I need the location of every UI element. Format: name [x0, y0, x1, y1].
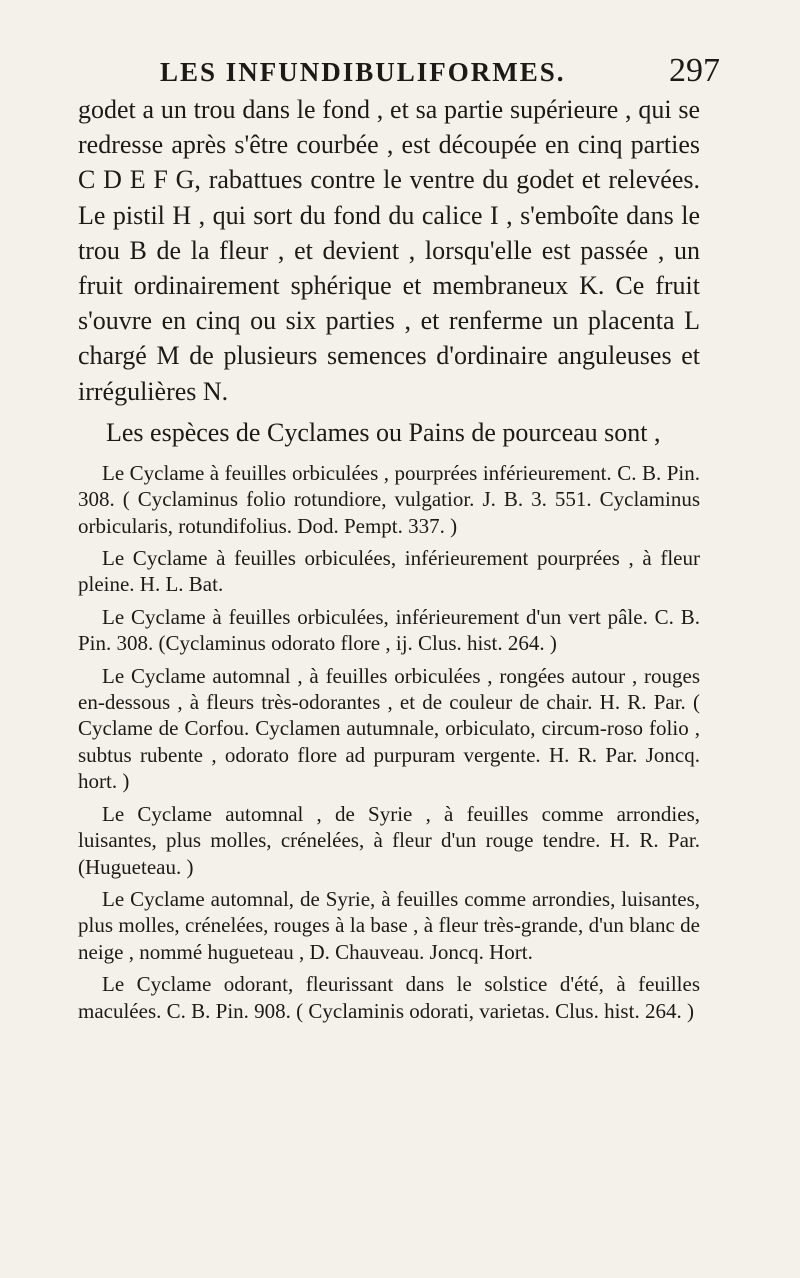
species-entry-3: Le Cyclame à feuilles orbiculées, inférieurement d'un vert pâle. C. B. Pin. 308. (Cyclaminus odorato flore , ij. Clus. hist. 264. ) [78, 604, 700, 656]
page-body [78, 92, 700, 1030]
intro-section [78, 92, 700, 409]
species-heading: Les espèces de Cyclames ou Pains de pourceau sont , [106, 417, 661, 447]
running-head: LES INFUNDIBULIFORMES. [160, 57, 566, 87]
species-entry-5: Le Cyclame automnal , de Syrie , à feuilles comme arrondies, luisantes, plus molles, crénelées, à fleur d'un rouge tendre. H. R. Par. (Hugueteau. ) [78, 801, 700, 879]
page-number: 297 [669, 52, 720, 89]
species-entry-1: Le Cyclame à feuilles orbiculées , pourprées inférieurement. C. B. Pin. 308. ( Cyclaminus folio rotundiore, vulgatior. J. B. 3. 551. Cyclaminus orbicularis, rotundifolius. Dod. Pempt. 337. ) [78, 460, 700, 538]
species-entry-2: Le Cyclame à feuilles orbiculées, inférieurement pourprées , à fleur pleine. H. L. Bat. [78, 546, 700, 597]
intro-paragraph: godet a un trou dans le fond , et sa partie supérieure , qui se redresse après s'être courbée , est découpée en cinq parties C D E F G, rabattues contre le ventre du godet et relevées. Le pistil H , qui sort du fond du calice I , s'emboîte dans le trou B de la fleur , et devient , lorsqu'elle est passée , un fruit ordinairement sphérique et membraneux K. Ce fruit s'ouvre en cinq ou six parties , et renferme un placenta L chargé M de plusieurs semences d'ordinaire anguleuses et irrégulières N. [78, 95, 700, 406]
species-list [78, 460, 700, 1024]
species-entry-6: Le Cyclame automnal, de Syrie, à feuilles comme arrondies, luisantes, plus molles, crénelées, rouges à la base , à fleur très-grande, d'un blanc de neige , nommé hugueteau , D. Chauveau. Joncq. Hort. [78, 886, 700, 964]
species-entry-4: Le Cyclame automnal , à feuilles orbiculées , rongées autour , rouges en-dessous , à fleurs très-odorantes , et de couleur de chair. H. R. Par. ( Cyclame de Corfou. Cyclamen autumnale, orbiculato, circum-roso folio , subtus rubente , odorato flore ad purpuram vergente. H. R. Par. Joncq. hort. ) [78, 663, 700, 794]
species-entry-7: Le Cyclame odorant, fleurissant dans le solstice d'été, à feuilles maculées. C. B. Pin. 908. ( Cyclaminis odorati, varietas. Clus. hist. 264. ) [78, 972, 700, 1023]
page-header [160, 52, 720, 96]
